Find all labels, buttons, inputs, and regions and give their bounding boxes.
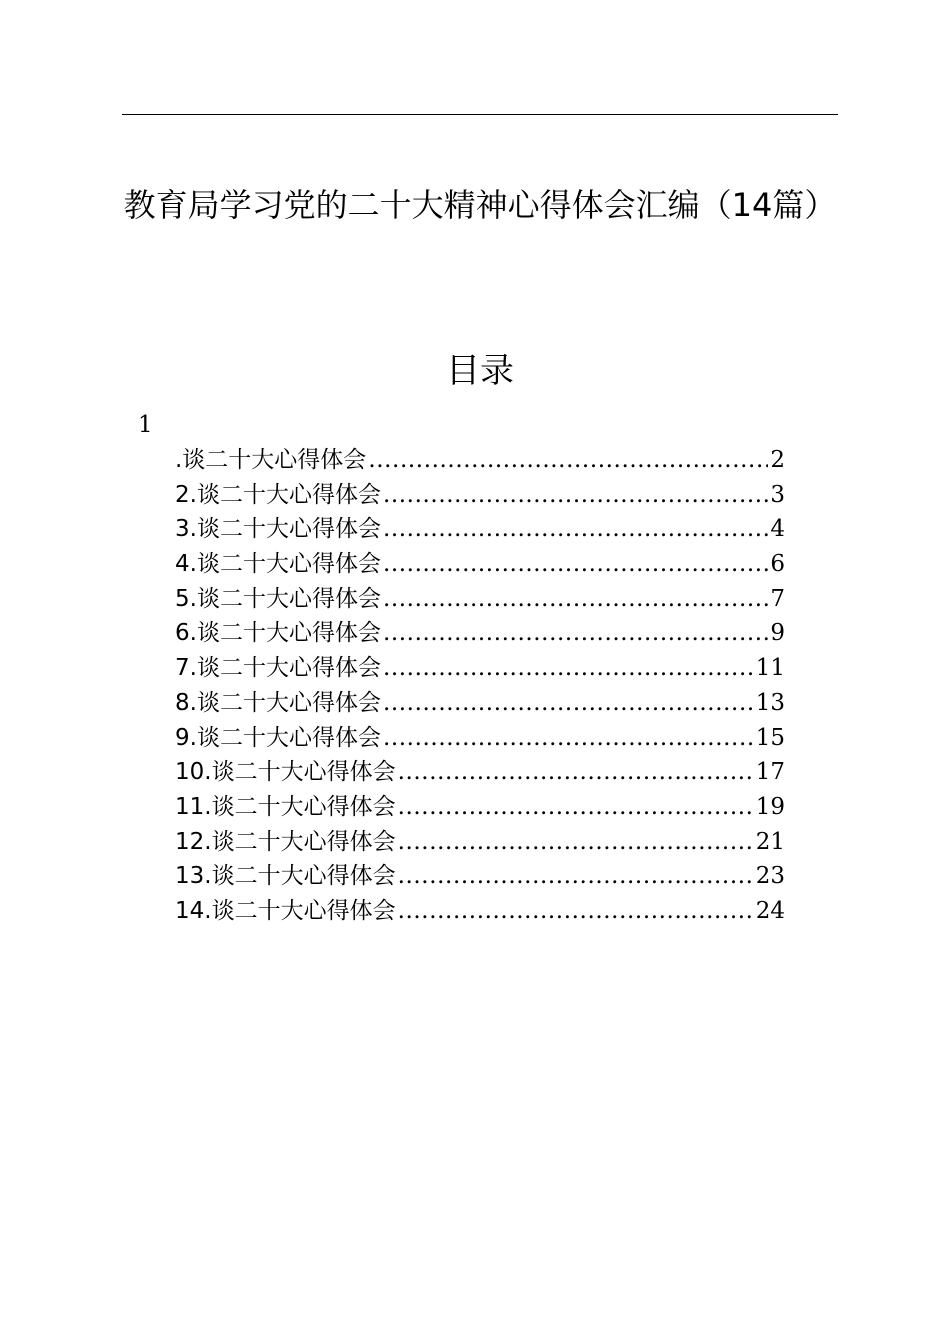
toc-page-number: 11 (755, 655, 785, 682)
header-rule (122, 114, 838, 115)
toc-dot-leader (383, 686, 754, 721)
toc-entry[interactable] (175, 790, 785, 825)
toc-entry-label: 9.谈二十大心得体会 (175, 724, 381, 751)
toc-entry[interactable] (175, 721, 785, 756)
toc-heading: 目录 (446, 351, 514, 391)
toc-page-number: 4 (770, 516, 785, 543)
toc-entry[interactable] (175, 616, 785, 651)
toc-page-number: 19 (755, 793, 785, 820)
toc-entry-label: 7.谈二十大心得体会 (175, 655, 381, 682)
toc-dot-leader (383, 582, 768, 617)
toc-entry-label: 2.谈二十大心得体会 (175, 481, 381, 508)
toc-page-number: 2 (770, 447, 785, 473)
toc-dot-leader (368, 443, 768, 478)
toc-entry[interactable] (175, 755, 785, 790)
toc-dot-leader (398, 825, 754, 860)
toc-dot-leader (383, 547, 768, 582)
toc-entry-label: 8.谈二十大心得体会 (175, 689, 381, 716)
toc-page-number: 7 (770, 585, 785, 612)
toc-page-number: 13 (755, 689, 785, 716)
toc-dot-leader (383, 616, 768, 651)
toc-entry[interactable] (175, 686, 785, 721)
toc-page-number: 17 (755, 759, 785, 786)
toc-entry[interactable] (175, 443, 785, 478)
document-title: 教育局学习党的二十大精神心得体会汇编（14篇） (123, 186, 837, 224)
toc-entry-label: 4.谈二十大心得体会 (175, 551, 381, 578)
toc-entry-label: 13.谈二十大心得体会 (175, 863, 396, 890)
toc-entry[interactable] (175, 825, 785, 860)
toc-dot-leader (383, 478, 768, 513)
toc-dot-leader (398, 859, 754, 894)
toc-entry[interactable] (175, 478, 785, 513)
toc-entry-label: .谈二十大心得体会 (175, 447, 367, 473)
toc-entry[interactable] (175, 512, 785, 547)
toc-entry-label: 12.谈二十大心得体会 (175, 828, 396, 855)
toc-page-number: 15 (755, 724, 785, 751)
toc-page-number: 3 (770, 481, 785, 508)
toc-entry[interactable] (175, 894, 785, 929)
toc-dot-leader (398, 790, 754, 825)
toc-page-number: 6 (770, 551, 785, 578)
toc-entry[interactable] (175, 859, 785, 894)
toc-page-number: 23 (755, 863, 785, 890)
toc-page-number: 9 (770, 620, 785, 647)
toc-page-number: 24 (755, 897, 785, 924)
toc-entry-label: 6.谈二十大心得体会 (175, 620, 381, 647)
toc-dot-leader (383, 512, 768, 547)
toc-page-number: 21 (755, 828, 785, 855)
toc-entry[interactable] (175, 547, 785, 582)
toc-dot-leader (383, 651, 754, 686)
toc-entry[interactable] (175, 651, 785, 686)
toc-entry[interactable] (175, 582, 785, 617)
table-of-contents (175, 443, 785, 929)
toc-entry-label: 5.谈二十大心得体会 (175, 585, 381, 612)
toc-dot-leader (398, 894, 754, 929)
toc-dot-leader (398, 755, 754, 790)
toc-entry-label: 10.谈二十大心得体会 (175, 759, 396, 786)
toc-dot-leader (383, 721, 754, 756)
toc-entry-label: 11.谈二十大心得体会 (175, 793, 396, 820)
toc-entry-label: 3.谈二十大心得体会 (175, 516, 381, 543)
toc-first-entry-number: 1 (138, 412, 153, 438)
toc-entry-label: 14.谈二十大心得体会 (175, 897, 396, 924)
